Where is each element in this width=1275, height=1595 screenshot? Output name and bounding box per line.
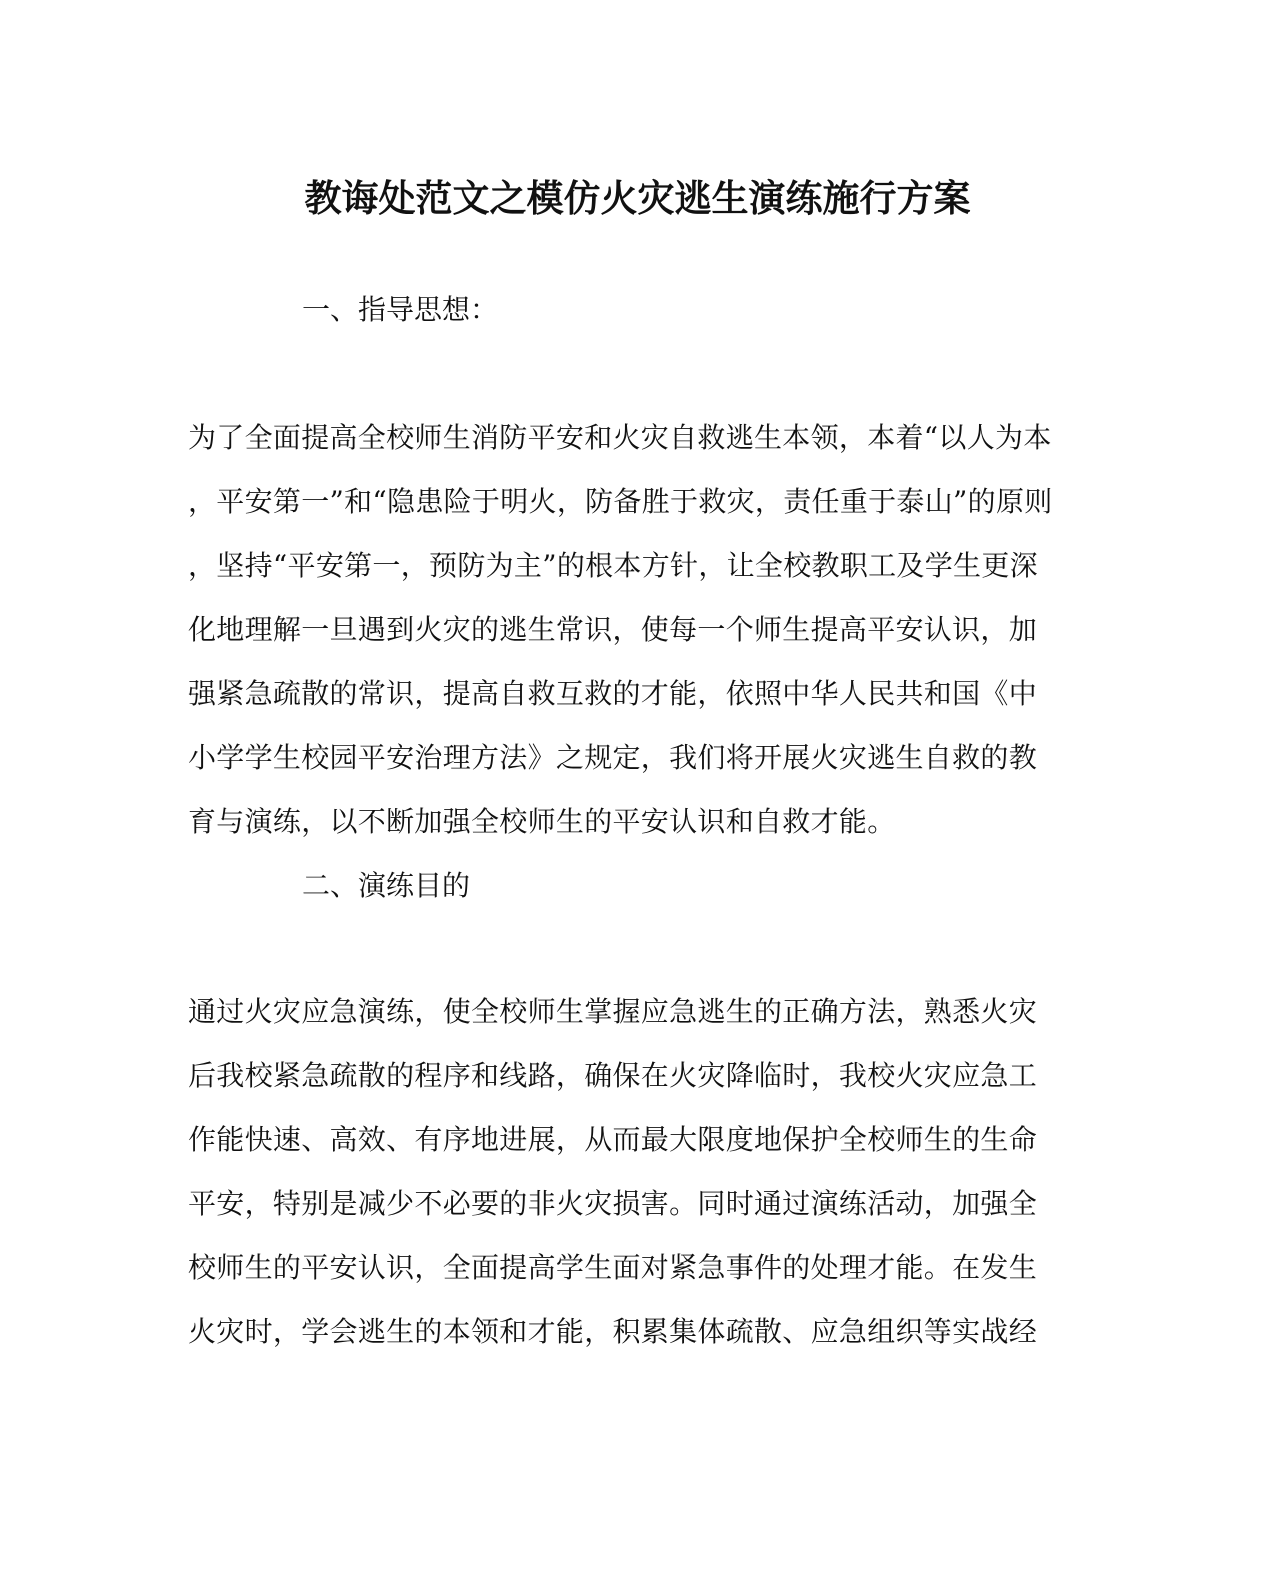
paragraph-line: 育与演练，以不断加强全校师生的平安认识和自救才能。	[188, 805, 896, 838]
paragraph-line: 作能快速、高效、有序地进展，从而最大限度地保护全校师生的生命	[188, 1123, 1038, 1156]
paragraph-line: 强紧急疏散的常识，提高自救互救的才能，依照中华人民共和国《中	[188, 677, 1038, 710]
paragraph-line: ，坚持“平安第一，预防为主”的根本方针，让全校教职工及学生更深	[188, 549, 1038, 582]
document-title: 教诲处范文之模仿火灾逃生演练施行方案	[304, 176, 971, 220]
paragraph-line: 为了全面提高全校师生消防平安和火灾自救逃生本领，本着“以人为本	[188, 421, 1052, 454]
paragraph-line: 化地理解一旦遇到火灾的逃生常识，使每一个师生提高平安认识，加	[188, 613, 1038, 646]
paragraph-line: 平安，特别是减少不必要的非火灾损害。同时通过演练活动，加强全	[188, 1187, 1038, 1220]
paragraph-line: 火灾时，学会逃生的本领和才能，积累集体疏散、应急组织等实战经	[188, 1315, 1038, 1348]
section-heading-guiding-thought: 一、指导思想：	[302, 293, 499, 326]
paragraph-line: ，平安第一”和“隐患险于明火，防备胜于救灾，责任重于泰山”的原则	[188, 485, 1053, 518]
paragraph-line: 通过火灾应急演练，使全校师生掌握应急逃生的正确方法，熟悉火灾	[188, 995, 1038, 1028]
paragraph-line: 小学学生校园平安治理方法》之规定，我们将开展火灾逃生自救的教	[188, 741, 1038, 774]
section-heading-drill-purpose: 二、演练目的	[302, 869, 471, 902]
paragraph-line: 校师生的平安认识，全面提高学生面对紧急事件的处理才能。在发生	[188, 1251, 1038, 1284]
paragraph-line: 后我校紧急疏散的程序和线路，确保在火灾降临时，我校火灾应急工	[188, 1059, 1038, 1092]
